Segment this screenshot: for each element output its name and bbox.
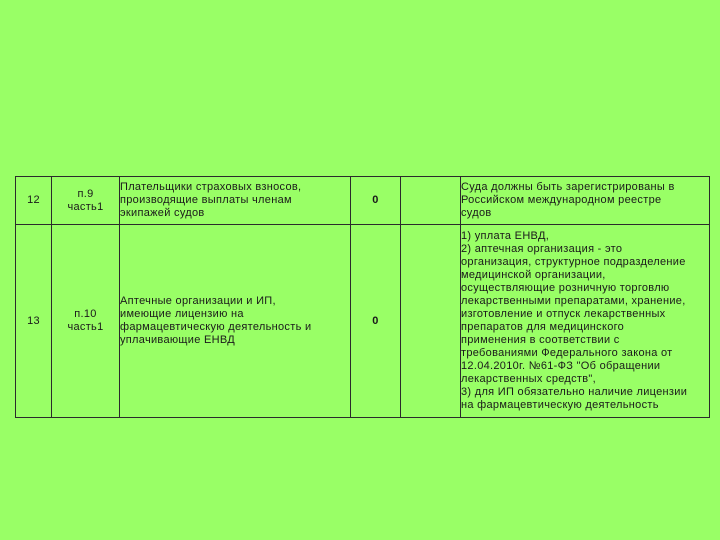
article-line: часть1 [67, 321, 104, 333]
note-line: требованиями Федерального закона от [461, 347, 673, 359]
rate-value: 0 [351, 225, 401, 418]
note-line: 3) для ИП обязательно наличие лицензии [461, 386, 688, 398]
conditions-note [461, 177, 710, 225]
note-line: Суда должны быть зарегистрированы в [461, 181, 675, 193]
row-number: 13 [16, 225, 52, 418]
note-line: Российском международном реестре [461, 194, 662, 206]
note-line: препаратов для медицинского [461, 321, 625, 333]
payer-description [120, 177, 351, 225]
row-number: 12 [16, 177, 52, 225]
contributions-table [15, 176, 710, 418]
note-line: применения в соответствии с [461, 334, 620, 346]
rate-value: 0 [351, 177, 401, 225]
description-line: экипажей судов [120, 207, 205, 219]
note-line: 12.04.2010г. №61-ФЗ "Об обращении [461, 360, 661, 372]
description-line: производящие выплаты членам [120, 194, 292, 206]
description-line: Плательщики страховых взносов, [120, 181, 302, 193]
note-line: 1) уплата ЕНВД, [461, 230, 550, 242]
article-line: п.9 [77, 187, 94, 200]
article-line: часть1 [67, 200, 104, 213]
description-line: фармацевтическую деятельность и [120, 321, 312, 333]
note-line: лекарственными препаратами, хранение, [461, 295, 686, 307]
note-line: на фармацевтическую деятельность [461, 399, 659, 411]
note-line: судов [461, 207, 492, 219]
article-reference [52, 177, 120, 225]
article-line: п.10 [74, 308, 97, 320]
article-reference [52, 225, 120, 418]
table-row [16, 225, 710, 418]
note-line: лекарственных средств", [461, 373, 596, 385]
note-line: медицинской организации, [461, 269, 606, 281]
table-row [16, 177, 710, 225]
empty-cell [401, 225, 461, 418]
description-line: Аптечные организации и ИП, [120, 295, 276, 307]
note-line: 2) аптечная организация - это [461, 243, 623, 255]
description-line: имеющие лицензию на [120, 308, 244, 320]
conditions-note [461, 225, 710, 418]
description-line: уплачивающие ЕНВД [120, 334, 236, 346]
note-line: организация, структурное подразделение [461, 256, 686, 268]
empty-cell [401, 177, 461, 225]
note-line: осуществляющие розничную торговлю [461, 282, 670, 294]
note-line: изготовление и отпуск лекарственных [461, 308, 666, 320]
payer-description [120, 225, 351, 418]
